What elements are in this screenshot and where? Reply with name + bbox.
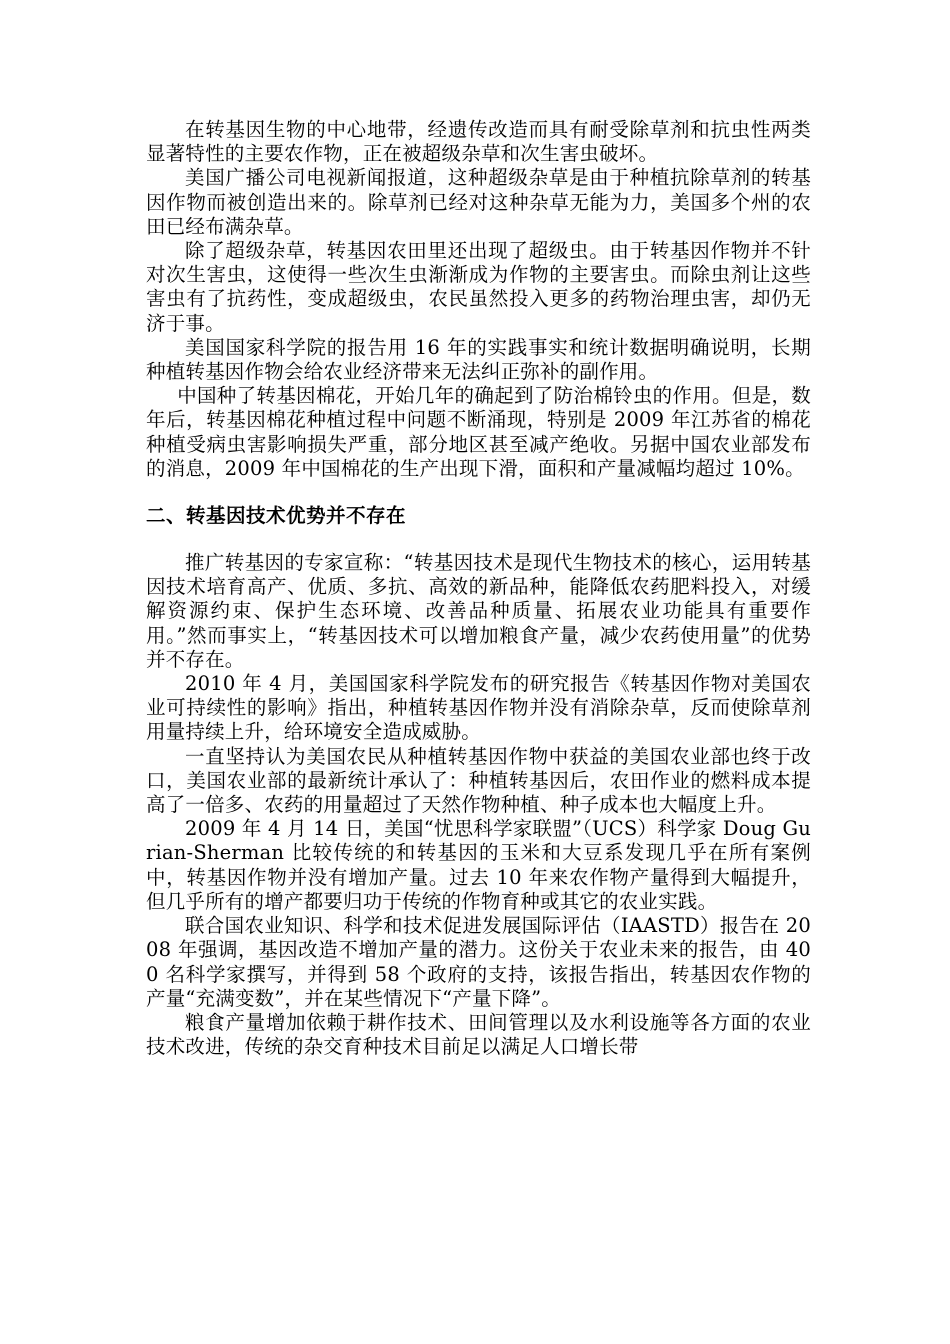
paragraph-ucs: 2009 年 4 月 14 日，美国“忧思科学家联盟”（UCS）科学家 Doug Gurian-Sherman 比较传统的和转基因的玉米和大豆系发现几乎在所有案例中，转基因作物并没有增加产量。过去 10 年来农作物产量得到大幅提升，但几乎所有的增产都要归功于传统的作物育种或其它的农业实践。 (146, 817, 811, 913)
paragraph-nas-report: 美国国家科学院的报告用 16 年的实践事实和统计数据明确说明，长期种植转基因作物会给农业经济带来无法纠正弥补的副作用。 (146, 335, 811, 384)
section-heading: 二、转基因技术优势并不存在 (146, 504, 407, 528)
paragraph-abc-news: 美国广播公司电视新闻报道，这种超级杂草是由于种植抗除草剂的转基因作物而被创造出来的。除草剂已经对这种杂草无能为力，美国多个州的农田已经布满杂草。 (146, 166, 811, 238)
document-page (146, 118, 811, 1059)
paragraph-superbugs: 除了超级杂草，转基因农田里还出现了超级虫。由于转基因作物并不针对次生害虫，这使得一些次生虫渐渐成为作物的主要害虫。而除虫剂让这些害虫有了抗药性，变成超级虫，农民虽然投入更多的药物治理虫害，却仍无济于事。 (146, 239, 811, 335)
paragraph-iaastd: 联合国农业知识、科学和技术促进发展国际评估（IAASTD）报告在 2008 年强调，基因改造不增加产量的潜力。这份关于农业未来的报告，由 400 名科学家撰写，并得到 58 个政府的支持，该报告指出，转基因农作物的产量“充满变数”，并在某些情况下“产量下降”。 (146, 914, 811, 1010)
paragraph-experts-claim: 推广转基因的专家宣称：“转基因技术是现代生物技术的核心，运用转基因技术培育高产、优质、多抗、高效的新品种，能降低农药肥料投入，对缓解资源约束、保护生态环境、改善品种质量、拓展农业功能具有重要作用。”然而事实上，“转基因技术可以增加粮食产量，减少农药使用量”的优势并不存在。 (146, 551, 811, 671)
paragraph-superweeds-intro: 在转基因生物的中心地带，经遗传改造而具有耐受除草剂和抗虫性两类显著特性的主要农作物，正在被超级杂草和次生害虫破坏。 (146, 118, 811, 166)
paragraph-china-cotton: 中国种了转基因棉花，开始几年的确起到了防治棉铃虫的作用。但是，数年后，转基因棉花种植过程中问题不断涌现，特别是 2009 年江苏省的棉花种植受病虫害影响损失严重，部分地区甚至减产绝收。另据中国农业部发布的消息，2009 年中国棉花的生产出现下滑，面积和产量减幅均超过 10%。 (146, 384, 811, 480)
paragraph-food-production: 粮食产量增加依赖于耕作技术、田间管理以及水利设施等各方面的农业技术改进，传统的杂交育种技术目前足以满足人口增长带 (146, 1010, 811, 1059)
paragraph-usda: 一直坚持认为美国农民从种植转基因作物中获益的美国农业部也终于改口，美国农业部的最新统计承认了：种植转基因后，农田作业的燃料成本提高了一倍多、农药的用量超过了天然作物种植、种子成本也大幅度上升。 (146, 744, 811, 817)
paragraph-nas-2010: 2010 年 4 月，美国国家科学院发布的研究报告《转基因作物对美国农业可持续性的影响》指出，种植转基因作物并没有消除杂草，反而使除草剂用量持续上升，给环境安全造成威胁。 (146, 672, 811, 744)
